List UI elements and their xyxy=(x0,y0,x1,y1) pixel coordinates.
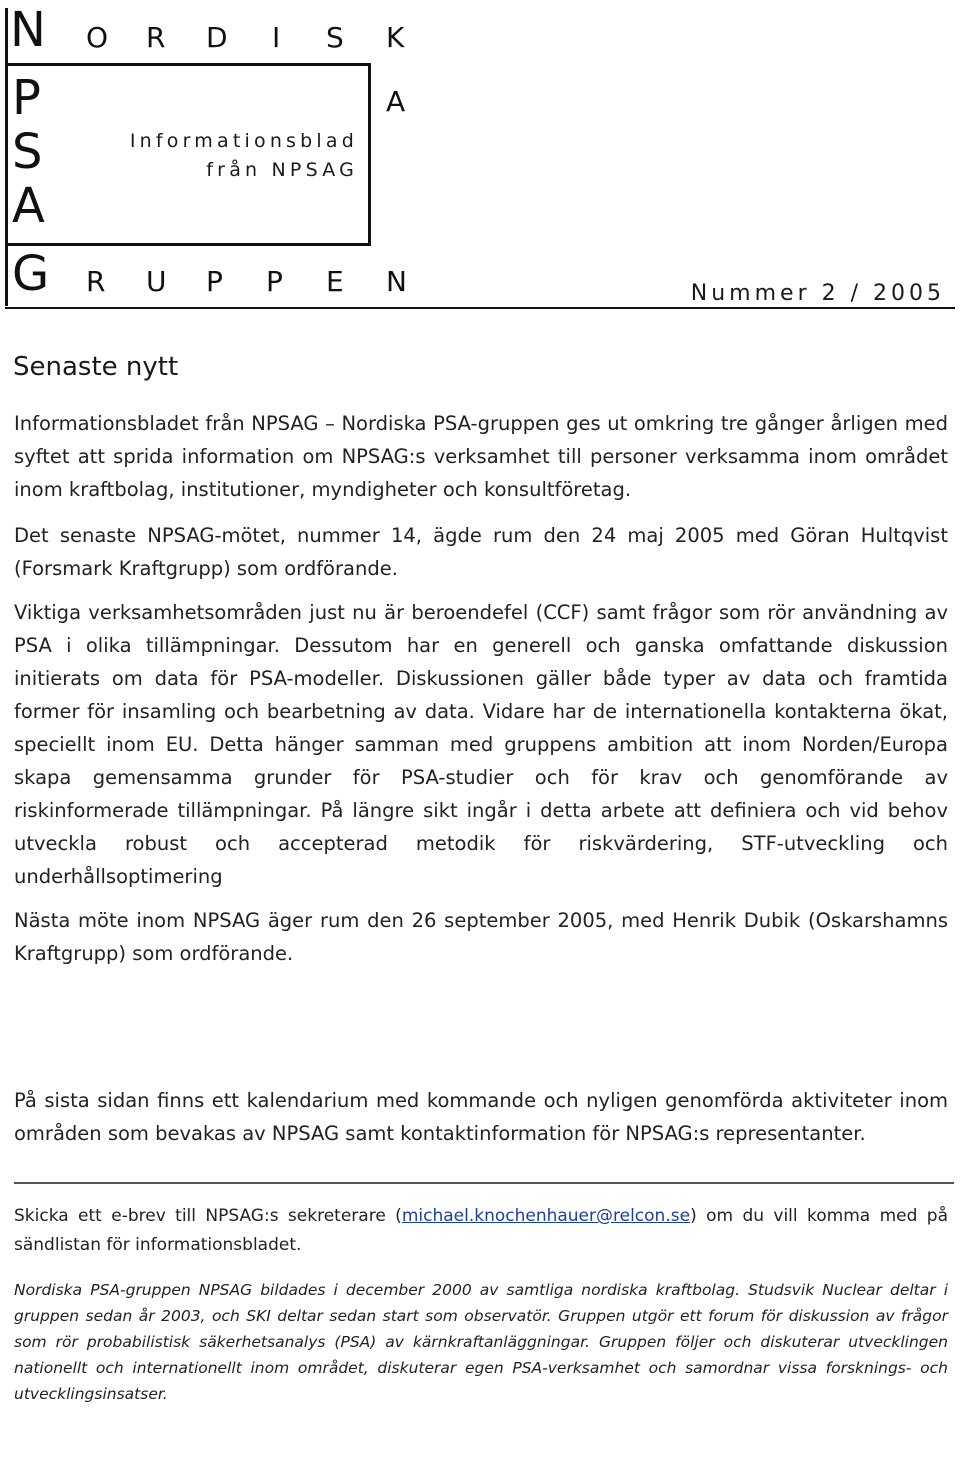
paragraph-activities: Viktiga verksamhetsområden just nu är beroendefel (CCF) samt frågor som rör användning av PSA i olika tillämpningar. Dessutom har en generell och ganska omfattande diskussion initierats om data för PSA-modeller. Diskussionen gäller både typer av data och framtida former för insamling och bearbetning av data. Vidare har de internationella kontakterna ökat, speciellt inom EU. Detta hänger samman med gruppens ambition att inom Norden/Europa skapa gemensamma grunder för PSA-studier och för krav och genomförande av riskinformerade tillämpningar. På längre sikt ingår i detta arbete att definiera och vid behov utveckla robust och accepterad metodik för riskvärdering, STF-utveckling och underhållsoptimering xyxy=(14,601,948,888)
about-npsag-footer: Nordiska PSA-gruppen NPSAG bildades i december 2000 av samtliga nordiska kraftbolag. Studsvik Nuclear deltar i gruppen sedan år 2003, och SKI deltar sedan start som observatör. Gruppen utgör ett forum för diskussion av frågor som rör probabilistisk säkerhetsanalys (PSA) av kärnkraftanläggningar. Gruppen följer och diskuterar utvecklingen nationellt och internationellt inom området, diskuterar egen PSA-verksamhet och samordnar vissa forsknings- och utvecklingsinsatser. xyxy=(14,1281,948,1403)
paragraph-meeting-14: Det senaste NPSAG-mötet, nummer 14, ägde rum den 24 maj 2005 med Göran Hultqvist (Forsmark Kraftgrupp) som ordförande. xyxy=(14,524,948,580)
secretary-email-link[interactable]: michael.knochenhauer@relcon.se xyxy=(401,1206,691,1226)
paragraph-calendar-note: På sista sidan finns ett kalendarium med kommande och nyligen genomförda aktiviteter inom områden som bevakas av NPSAG samt kontaktinformation för NPSAG:s representanter. xyxy=(14,1089,948,1145)
masthead-frame-left xyxy=(5,8,8,306)
masthead-frame-top xyxy=(5,63,371,66)
paragraph-next-meeting: Nästa möte inom NPSAG äger rum den 26 september 2005, med Henrik Dubik (Oskarshamns Kraftgrupp) som ordförande. xyxy=(14,909,948,965)
section-title: Senaste nytt xyxy=(13,352,179,382)
masthead-right-a: A xyxy=(386,85,406,118)
masthead-rule xyxy=(5,307,955,309)
mailing-list-note xyxy=(14,1202,948,1260)
masthead-info-line2: från NPSAG xyxy=(206,159,358,181)
masthead-letter-s: S xyxy=(12,124,43,180)
mailing-list-note-after: ) om du vill komma med på sändlistan för informationsbladet. xyxy=(14,1206,948,1255)
divider xyxy=(14,1182,954,1184)
masthead-row2-p1: P xyxy=(206,265,223,298)
masthead-row2-n: N xyxy=(386,265,407,298)
masthead-row1-k: K xyxy=(386,21,405,54)
paragraph-intro: Informationsbladet från NPSAG – Nordiska PSA-gruppen ges ut omkring tre gånger årligen med syftet att sprida information om NPSAG:s verksamhet till personer verksamma inom området inom kraftbolag, institutioner, myndigheter och konsultföretag. xyxy=(14,412,948,501)
mailing-list-note-before: Skicka ett e-brev till NPSAG:s sekreterare ( xyxy=(14,1206,402,1226)
masthead-letter-a: A xyxy=(12,178,45,234)
masthead-letter-n: N xyxy=(10,2,46,58)
masthead-row2-u: U xyxy=(146,265,167,298)
masthead-row1-d: D xyxy=(206,21,228,54)
masthead-row1-s: S xyxy=(326,21,344,54)
masthead-row1-i: I xyxy=(272,21,281,54)
masthead-info-line1: Informationsblad xyxy=(129,130,358,152)
masthead-letter-p: P xyxy=(12,70,41,126)
masthead-row2-p2: P xyxy=(266,265,283,298)
masthead-row1-r: R xyxy=(146,21,166,54)
masthead-frame-right xyxy=(368,63,371,245)
masthead-frame-bottom xyxy=(5,243,371,246)
masthead-letter-g: G xyxy=(12,246,50,302)
masthead-row2-e: E xyxy=(326,265,344,298)
masthead-row1-o: O xyxy=(86,21,109,54)
masthead-row2-r: R xyxy=(86,265,106,298)
issue-number: Nummer 2 / 2005 xyxy=(690,281,945,306)
